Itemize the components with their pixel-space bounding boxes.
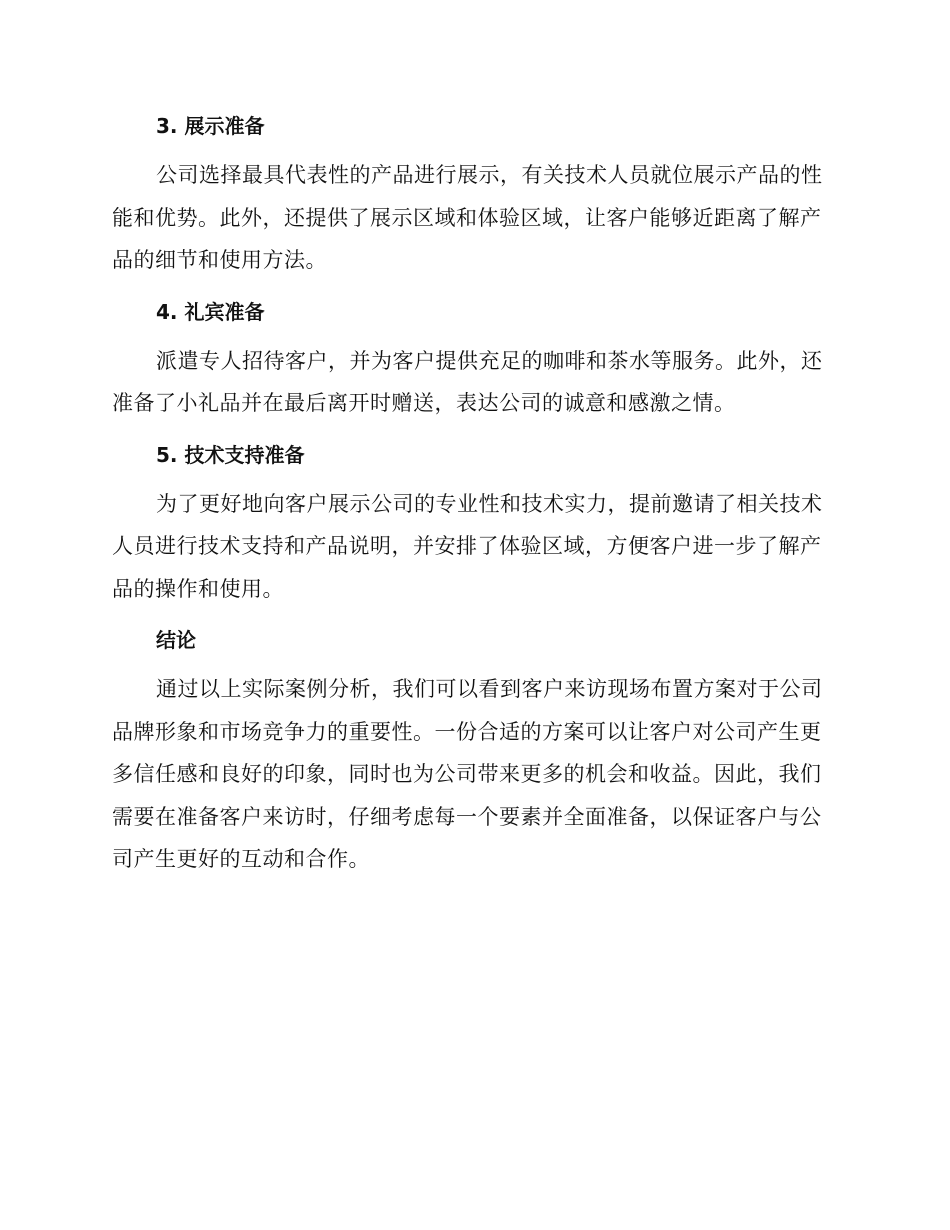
text-line: 需要在准备客户来访时，仔细考虑每一个要素并全面准备，以保证客户与公 <box>112 804 822 829</box>
text-line: 准备了小礼品并在最后离开时赠送，表达公司的诚意和感激之情。 <box>112 391 736 415</box>
section-heading-tech-support-prep: 5. 技术支持准备 <box>156 442 305 467</box>
paragraph-tech-support-prep <box>112 483 832 611</box>
text-line: 为了更好地向客户展示公司的专业性和技术实力，提前邀请了相关技术 <box>156 491 823 516</box>
text-line: 人员进行技术支持和产品说明，并安排了体验区域，方便客户进一步了解产 <box>112 534 822 558</box>
text-line: 品的细节和使用方法。 <box>112 248 327 272</box>
document-body <box>112 106 832 891</box>
text-line: 品的操作和使用。 <box>112 576 284 601</box>
text-line: 多信任感和良好的印象，同时也为公司带来更多的机会和收益。因此，我们 <box>112 762 822 786</box>
text-line: 公司选择最具代表性的产品进行展示，有关技术人员就位展示产品的性 <box>156 163 823 187</box>
paragraph-conclusion <box>112 668 832 881</box>
section-heading-display-prep: 3. 展示准备 <box>156 114 265 138</box>
section-heading-reception-prep: 4. 礼宾准备 <box>156 299 265 324</box>
text-line: 司产生更好的互动和合作。 <box>112 847 370 871</box>
paragraph-reception-prep <box>112 340 832 425</box>
paragraph-display-prep <box>112 154 832 282</box>
text-line: 能和优势。此外，还提供了展示区域和体验区域，让客户能够近距离了解产 <box>112 205 822 230</box>
text-line: 品牌形象和市场竞争力的重要性。一份合适的方案可以让客户对公司产生更 <box>112 719 822 744</box>
section-heading-conclusion: 结论 <box>156 628 196 652</box>
text-line: 派遣专人招待客户，并为客户提供充足的咖啡和茶水等服务。此外，还 <box>156 348 823 373</box>
text-line: 通过以上实际案例分析，我们可以看到客户来访现场布置方案对于公司 <box>156 677 823 701</box>
